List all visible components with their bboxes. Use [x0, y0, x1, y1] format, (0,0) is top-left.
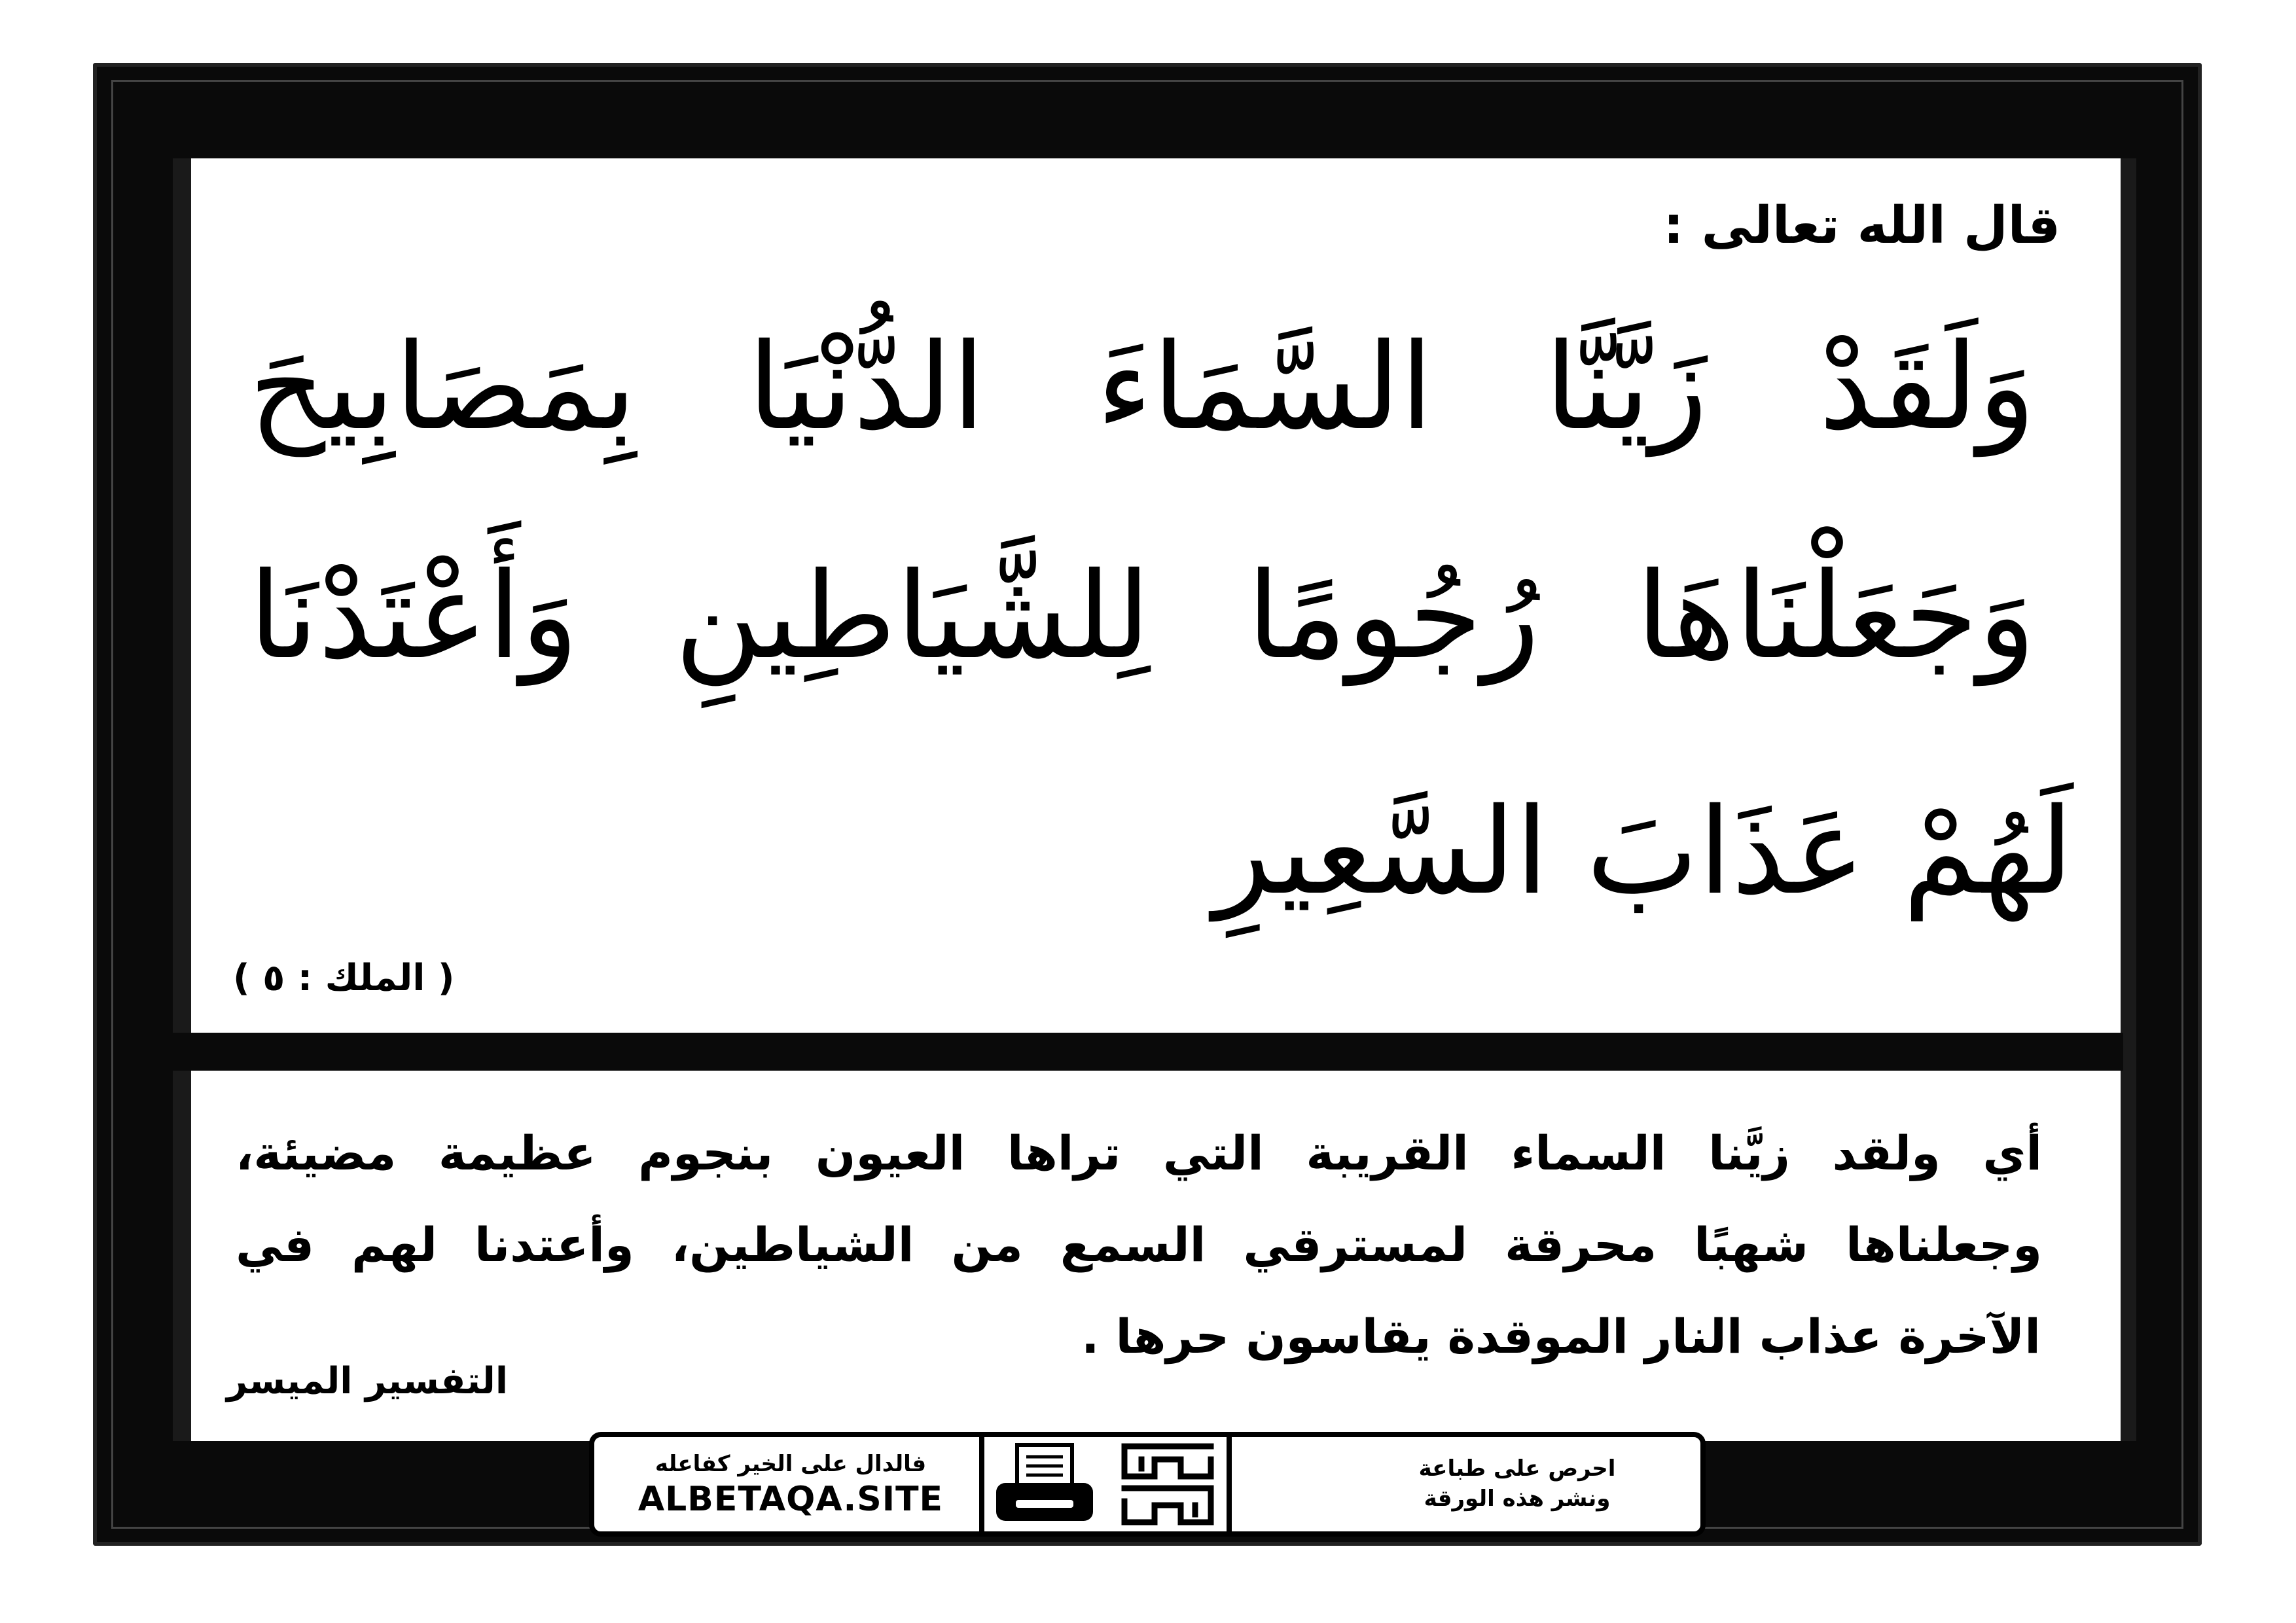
footer-badge — [589, 1432, 1706, 1537]
verse-line-3: لَهُمْ عَذَابَ السَّعِيرِ — [1213, 782, 2073, 921]
footer-saying: فالدال على الخير كفاعله — [655, 1451, 927, 1478]
verse-line-2: وَجَعَلْنَاهَا رُجُومًا لِلشَّيَاطِينِ وَأَعْتَدْنَا — [249, 546, 2036, 685]
tafsir-line-1: أي ولقد زيَّنا السماء القريبة التي تراها العيون بنجوم عظيمة مضيئة، — [236, 1126, 2042, 1181]
footer-print-block — [1347, 1437, 1687, 1531]
site-link[interactable]: ALBETAQA.SITE — [637, 1479, 944, 1519]
verse-line-1: وَلَقَدْ زَيَّنَّا السَّمَاءَ الدُّنْيَا بِمَصَابِيحَ — [249, 317, 2036, 456]
verse-reference: ( الملك : ٥ ) — [233, 957, 455, 999]
tafsir-source: التفسير الميسر — [226, 1360, 509, 1402]
frame-bevel-right — [2121, 158, 2136, 1441]
frame-bevel-left — [173, 158, 191, 1441]
printer-icon — [986, 1437, 1103, 1531]
tafsir-line-3: الآخرة عذاب النار الموقدة يقاسون حرها . — [1081, 1309, 2041, 1364]
footer-print-line-2: ونشر هذه الورقة — [1424, 1486, 1611, 1512]
panel-divider — [173, 1033, 2123, 1071]
footer-separator-left — [979, 1437, 984, 1531]
intro-heading: قال الله تعالى : — [1663, 196, 2060, 255]
dawat-alwaraqa-logo — [1115, 1437, 1220, 1531]
footer-site-block — [607, 1437, 974, 1531]
footer-print-line-1: احرص على طباعة — [1418, 1455, 1616, 1482]
tafsir-line-2: وجعلناها شهبًا محرقة لمسترقي السمع من الشياطين، وأعتدنا لهم في — [236, 1217, 2042, 1272]
footer-separator-right — [1227, 1437, 1232, 1531]
